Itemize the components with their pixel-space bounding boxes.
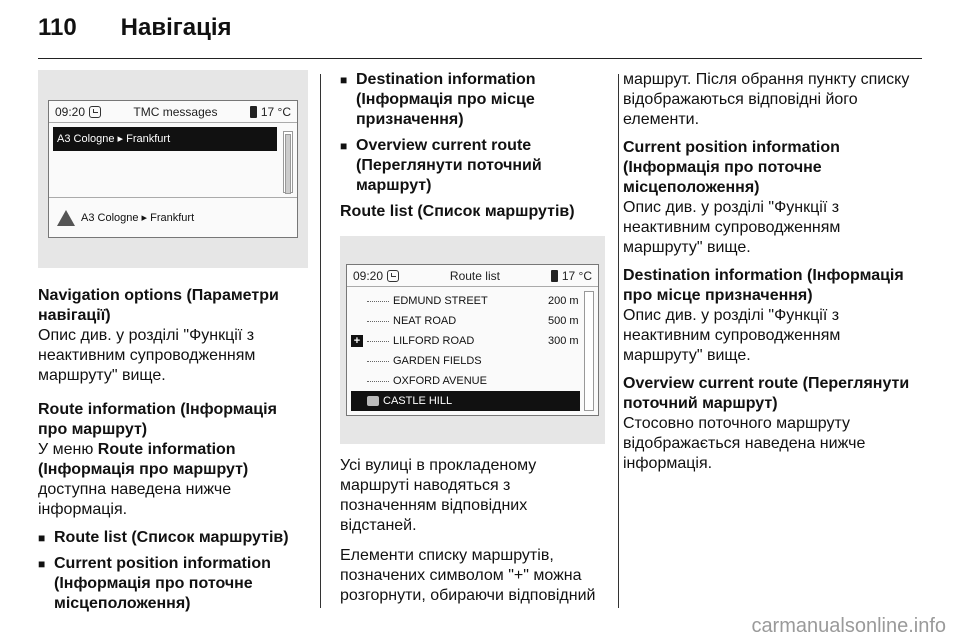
page-number: 110: [38, 14, 77, 41]
list-item: + LILFORD ROAD 300 m: [351, 331, 598, 351]
rl-time: 09:20: [353, 268, 384, 283]
phone-icon: [551, 270, 558, 282]
watermark: carmanualsonline.info: [751, 615, 946, 637]
tmc-title: TMC messages: [133, 104, 218, 119]
tmc-selected-item: A3 Cologne ▸ Frankfurt: [53, 127, 277, 151]
rl-title: Route list: [449, 268, 500, 283]
header-rule: [38, 58, 922, 59]
clock-icon: [89, 106, 101, 118]
bullet-current-position: ■ Current position information (Інформація про поточне місцеположення): [38, 554, 308, 614]
tmc-time: 09:20: [55, 104, 86, 119]
phone-icon: [250, 106, 257, 118]
column-divider-1: [320, 74, 321, 608]
rl-temp: 17 °C: [561, 268, 592, 283]
bullet-route-list: ■ Route list (Список маршрутів): [38, 528, 308, 548]
route-list-para-1: Усі вулиці в прокладеному маршруті наводяться з позначенням відповідних відстаней.: [340, 457, 537, 534]
nav-options-body: Опис див. у розділі "Функції з неактивним супроводженням маршруту" вище.: [38, 327, 256, 384]
section-title: Навігація: [120, 14, 232, 41]
route-list-para-2: Елементи списку маршрутів, позначених символом "+" можна розгорнути, обираючи відповідний: [340, 547, 596, 604]
list-item-selected: CASTLE HILL: [351, 391, 580, 411]
tmc-temp: 17 °C: [260, 104, 291, 119]
dest-body: Опис див. у розділі "Функції з неактивним супроводженням маршруту" вище.: [623, 307, 841, 364]
route-list-screenshot: [340, 236, 605, 444]
column-1: [38, 70, 308, 620]
car-icon: [367, 396, 379, 406]
column-divider-2: [618, 74, 619, 608]
expand-plus-icon: +: [351, 335, 363, 347]
bullet-overview: ■ Overview current route (Переглянути поточний маршрут): [340, 136, 605, 196]
bullet-destination: ■ Destination information (Інформація про місце призначення): [340, 70, 605, 130]
overview-heading: Overview current route (Переглянути поточний маршрут): [623, 375, 910, 412]
route-info-heading: Route information (Інформація про маршрут): [38, 401, 277, 438]
list-item: GARDEN FIELDS: [351, 351, 598, 371]
column-2: [340, 70, 605, 606]
page-header: [38, 14, 232, 42]
column-3: [623, 70, 913, 474]
route-list-scrollbar: [584, 291, 594, 411]
cur-pos-heading: Current position information (Інформація про поточне місцеположення): [623, 139, 840, 196]
traffic-warning-icon: [57, 210, 75, 226]
route-list-para-cont: маршрут. Після обрання пункту списку відображаються відповідні його елементи.: [623, 71, 910, 128]
tmc-info-text: A3 Cologne ▸ Frankfurt: [81, 211, 195, 224]
dest-heading: Destination information (Інформація про місце призначення): [623, 267, 904, 304]
overview-body: Стосовно поточного маршруту відображається наведена нижче інформація.: [623, 415, 866, 472]
list-item: OXFORD AVENUE: [351, 371, 598, 391]
route-list-heading: Route list (Список маршрутів): [340, 203, 575, 220]
list-item: NEAT ROAD 500 m: [351, 311, 598, 331]
tmc-screenshot: [38, 70, 308, 268]
tmc-scrollbar: [283, 131, 293, 193]
route-info-body: У меню Route information (Інформація про маршрут) доступна наведена нижче інформація.: [38, 441, 249, 518]
list-item: EDMUND STREET 200 m: [351, 291, 598, 311]
cur-pos-body: Опис див. у розділі "Функції з неактивним супроводженням маршруту" вище.: [623, 199, 841, 256]
route-list: [347, 287, 598, 415]
clock-icon: [387, 270, 399, 282]
nav-options-heading: Navigation options (Параметри навігації): [38, 287, 279, 324]
